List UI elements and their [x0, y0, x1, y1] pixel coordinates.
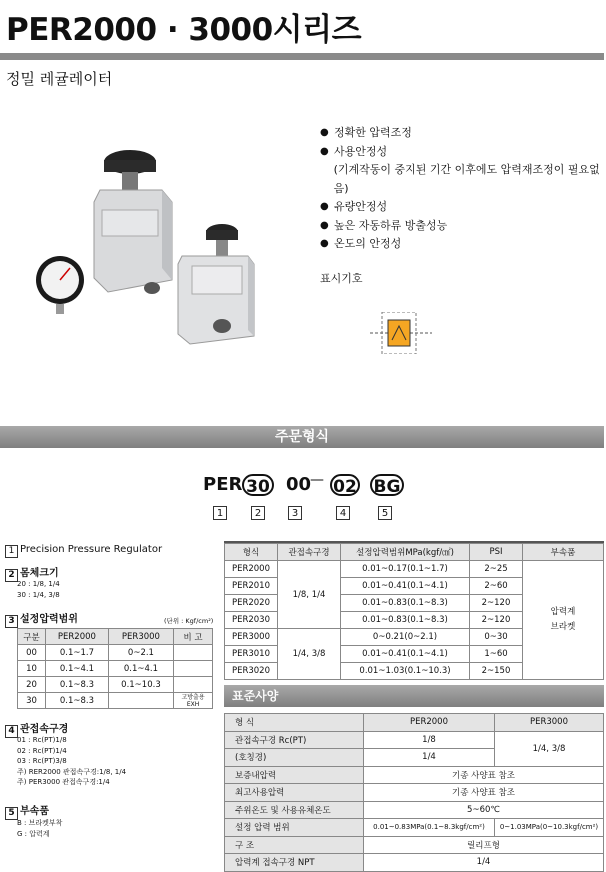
table-header: 관접속구경 [278, 544, 341, 561]
title-rule [0, 53, 604, 60]
legend-item-2: 2 몸체크기 [5, 564, 59, 582]
order-code-accessory: BG [370, 474, 404, 496]
legend-item-5: 5 부속품 [5, 802, 49, 820]
table-row: PER2030 0.01~0.83(0.1~8.3) 2~120 [225, 612, 604, 629]
table-header: 부속품 [523, 544, 604, 561]
table-row: 압력계 접속구경 NPT 1/4 [225, 854, 604, 872]
table-row: 최고사용압력 기종 사양표 참조 [225, 784, 604, 802]
symbol-label: 표시기호 [320, 272, 363, 285]
model-table [224, 543, 604, 680]
feature-item: ● 정확한 압력조정 [320, 126, 412, 139]
feature-note: (기계작동이 중지된 기간 이후에도 압력재조정이 필요없음) [333, 163, 600, 195]
table-header: 형식 [225, 544, 278, 561]
table-row: PER3020 0.01~1.03(0.1~10.3) 2~150 [225, 663, 604, 680]
order-code-range: 00 [286, 474, 312, 495]
table-row: PER3000 1/4, 3/8 0~0.21(0~2.1) 0~30 [225, 629, 604, 646]
table-row: 20 0.1~8.3 0.1~10.3 [18, 677, 213, 693]
order-code-size: 30 [242, 474, 274, 496]
legend-item-3: 3 설정압력범위 [5, 610, 78, 628]
legend-item-5-details: B : 브라켓부착 G : 압력계 [17, 819, 63, 838]
legend-item-1: 1 Precision Pressure Regulator [5, 544, 162, 558]
order-section-title: 주문형식 [274, 429, 330, 445]
order-code-dash: — [310, 472, 324, 488]
table-row: 30 0.1~8.3 고방출용 EXH [18, 693, 213, 709]
product-image [22, 140, 282, 370]
table-row: 관접속구경 Rc(PT) 1/8 1/4, 3/8 [225, 731, 604, 749]
table-header: 구분 [18, 629, 46, 645]
table-row: PER2010 0.01~0.41(0.1~4.1) 2~60 [225, 578, 604, 595]
table-row: 설정 압력 범위 0.01~0.83MPa(0.1~8.3kgf/cm²) 0~1.03MPa(0~10.3kgf/cm²) [225, 819, 604, 837]
table-row: (호칭경) 1/4 [225, 749, 604, 767]
order-num-4: 4 [336, 506, 350, 520]
legend-item-4: 4 관접속구경 [5, 720, 68, 738]
table-row: 주위온도 및 사용유체온도 5~60℃ [225, 801, 604, 819]
std-section-bar [224, 685, 604, 707]
table-row: 보증내압력 기종 사양표 참조 [225, 766, 604, 784]
order-num-1: 1 [213, 506, 227, 520]
feature-item: ● 유량안정성 [320, 200, 388, 213]
table-header: 비 고 [174, 629, 213, 645]
page-title: PER2000 · 3000시리즈 [6, 12, 362, 48]
table-row: 10 0.1~4.1 0.1~4.1 [18, 661, 213, 677]
table-header: PER2000 [46, 629, 109, 645]
page-subtitle: 정밀 레귤레이터 [6, 70, 113, 88]
table-row: PER3010 0.01~0.41(0.1~4.1) 1~60 [225, 646, 604, 663]
feature-item: ● 사용안정성 [320, 144, 388, 158]
table-row: 00 0.1~1.7 0~2.1 [18, 645, 213, 661]
port-size-2000: 1/8, 1/4 [278, 561, 341, 629]
table-header: 설정압력범위MPa(kgf/㎠) [341, 544, 470, 561]
table-header: PSI [470, 544, 523, 561]
body-large [94, 190, 172, 292]
table-header-row: 형 식 PER2000 PER3000 [225, 714, 604, 732]
table-row: PER2020 0.01~0.83(0.1~8.3) 2~120 [225, 595, 604, 612]
order-num-3: 3 [288, 506, 302, 520]
table-note: 고방출용 EXH [174, 693, 213, 709]
regulator-symbol [370, 312, 432, 354]
spec-table [224, 713, 604, 872]
pressure-range-table [17, 628, 213, 709]
table-header: PER3000 [108, 629, 173, 645]
table-row: PER2000 1/8, 1/4 0.01~0.17(0.1~1.7) 2~25 압력계 브라켓 [225, 561, 604, 578]
table-row: 구 조 릴리프형 [225, 836, 604, 854]
accessory-cell: 압력계 브라켓 [523, 561, 604, 680]
legend-item-3-unit: (단위 : Kgf/cm²) [164, 617, 214, 625]
order-num-5: 5 [378, 506, 392, 520]
legend-item-4-details: 01 : Rc(PT)1/8 02 : Rc(PT)1/4 03 : Rc(PT)3/8 주) RER2000 관접속구경:1/8, 1/4 주) PER3000 관접속구경:1/4 [17, 736, 127, 786]
feature-item: ● 온도의 안정성 [320, 237, 402, 250]
order-code-prefix: PER [203, 474, 243, 495]
order-code-port: 02 [330, 474, 360, 496]
feature-list [320, 124, 606, 254]
order-num-2: 2 [251, 506, 265, 520]
std-section-title: 표준사양 [232, 689, 279, 703]
port-size-3000: 1/4, 3/8 [278, 629, 341, 680]
feature-item: ● 높은 자동하류 방출성능 [320, 218, 448, 232]
legend-item-2-details: 20 : 1/8, 1/4 30 : 1/4, 3/8 [17, 580, 60, 599]
